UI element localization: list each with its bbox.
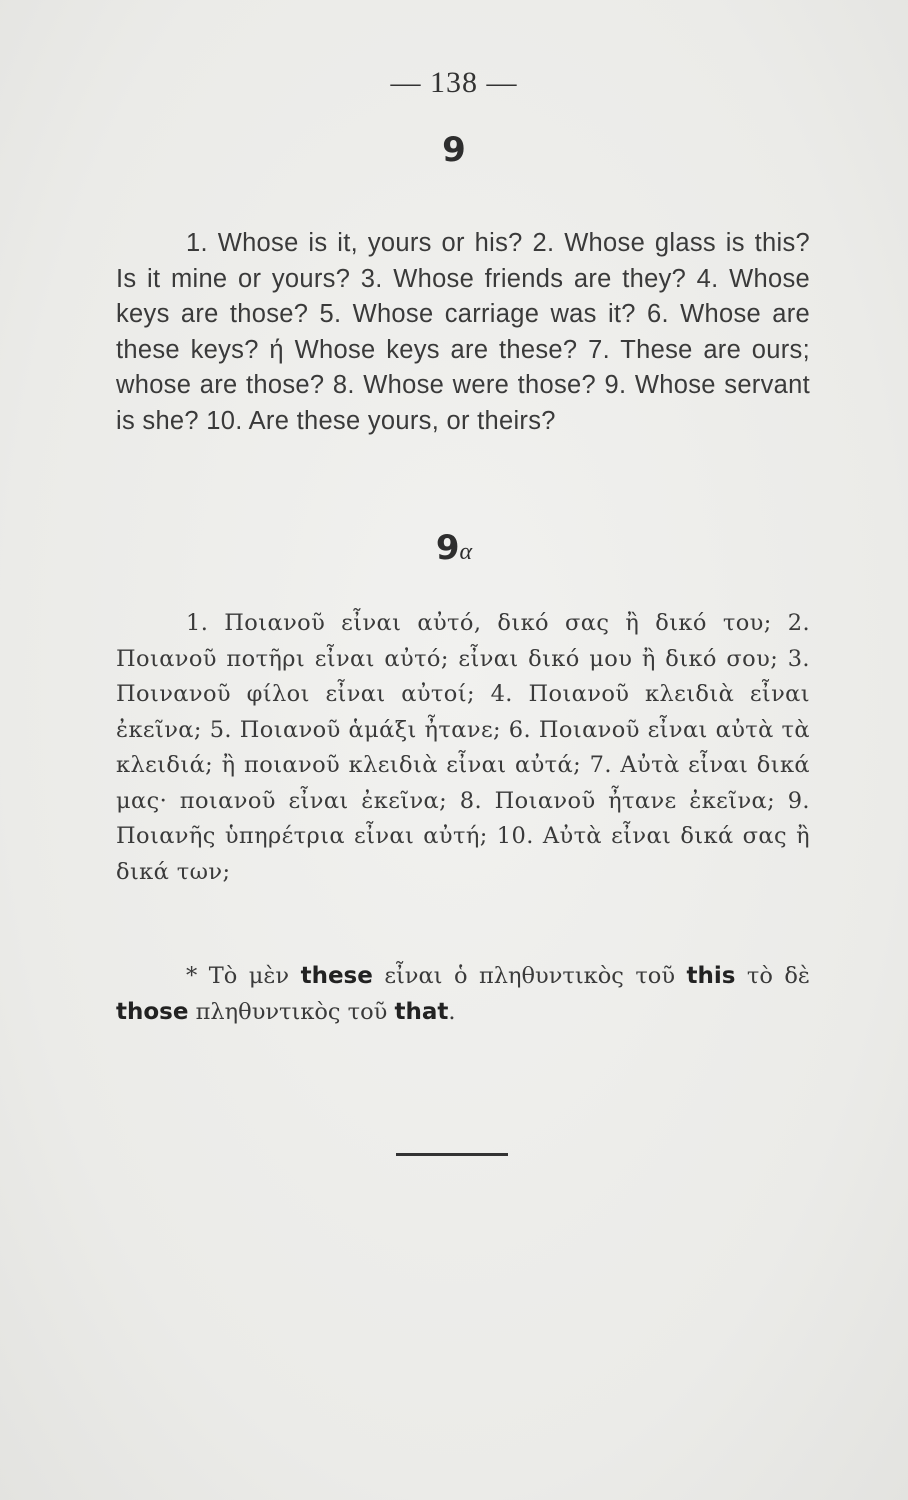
footnote-text-4: πληθυντικὸς τοῦ — [188, 999, 395, 1025]
footnote-word-that: that — [394, 999, 449, 1025]
footnote-paragraph — [116, 958, 810, 1030]
footnote-text-1: Τὸ μὲν — [197, 963, 301, 989]
exercise-9-heading-number: 9 — [442, 130, 466, 170]
footnote-word-these: these — [300, 963, 373, 989]
footnote-word-those: those — [116, 999, 189, 1025]
exercise-9a-paragraph: 1. Ποιανοῦ εἶναι αὐτό, δικό σας ἢ δικό του; 2. Ποιανοῦ ποτῆρι εἶναι αὐτό; εἶναι δικό μου ἢ δικό σου; 3. Ποινανοῦ φίλοι εἶναι αὐτοί; 4. Ποιανοῦ κλειδιὰ εἶναι ἐκεῖνα; 5. Ποιανοῦ ἁμάξι ἦτανε; 6. Ποιανοῦ εἶναι αὐτὰ τὰ κλειδιά; ἢ ποιανοῦ κλειδιὰ εἶναι αὐτά; 7. Αὐτὰ εἶναι δικά μας· ποιανοῦ εἶναι ἐκεῖνα; 8. Ποιανοῦ ἦτανε ἐκεῖνα; 9. Ποιανῆς ὑπηρέτρια εἶναι αὐτή; 10. Αὐτὰ εἶναι δικά σας ἢ δικά των; — [116, 610, 810, 885]
exercise-9a-text-block — [116, 606, 810, 890]
exercise-9a-heading — [0, 528, 908, 568]
exercise-9a-heading-suffix: α — [459, 539, 473, 565]
footnote-text-3: τὸ δὲ — [735, 963, 811, 989]
exercise-9-text-block — [116, 226, 810, 439]
footnote-marker: * — [186, 963, 198, 989]
exercise-9-heading — [0, 130, 908, 170]
footnote-word-this: this — [686, 963, 736, 989]
footnote-text-2: εἶναι ὁ πληθυντικὸς τοῦ — [372, 963, 687, 989]
footnote-text-5: . — [448, 999, 456, 1025]
page-number: — 138 — — [390, 66, 518, 99]
footnote — [116, 958, 810, 1030]
exercise-9-paragraph: 1. Whose is it, yours or his? 2. Whose glass is this? Is it mine or yours? 3. Whose friends are they? 4. Whose keys are those? 5. Whose carriage was it? 6. Whose are these keys? ή Whose keys are these? 7. These are ours; whose are those? 8. Whose were those? 9. Whose servant is she? 10. Are these yours, or theirs? — [116, 229, 810, 435]
exercise-9a-heading-number: 9 — [435, 528, 460, 568]
section-end-rule — [396, 1153, 508, 1156]
